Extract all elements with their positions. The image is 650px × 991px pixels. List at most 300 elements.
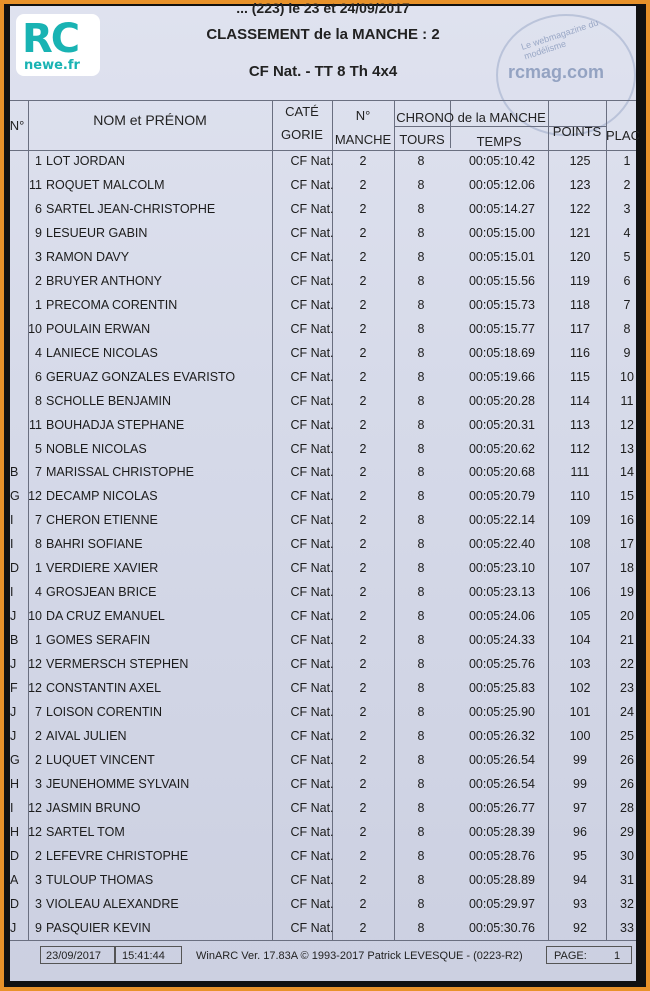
table-row <box>10 921 636 943</box>
row-driver-name: LESUEUR GABIN <box>46 225 148 240</box>
row-points: 125 <box>569 154 591 168</box>
row-time: 00:05:26.54 <box>468 753 536 767</box>
row-manche: 2 <box>359 345 367 360</box>
row-place: 9 <box>623 345 631 360</box>
row-points: 123 <box>569 177 591 192</box>
row-driver-name: BRUYER ANTHONY <box>46 273 162 288</box>
col-header-chrono: CHRONO de la MANCHE <box>396 110 546 125</box>
row-group-letter: F <box>10 681 18 696</box>
row-manche: 2 <box>359 848 367 863</box>
row-car-number: 11 <box>29 177 42 192</box>
table-row <box>10 633 636 655</box>
row-driver-name: VERDIERE XAVIER <box>46 561 159 576</box>
row-time: 00:05:10.42 <box>468 154 536 168</box>
row-tours: 8 <box>417 154 425 168</box>
row-place: 22 <box>620 657 634 672</box>
row-driver-name: BAHRI SOFIANE <box>46 537 143 552</box>
row-driver-name: BOUHADJA STEPHANE <box>46 417 185 432</box>
row-group-letter: D <box>10 896 20 911</box>
table-row <box>10 202 636 224</box>
category-subtitle: CF Nat. - TT 8 Th 4x4 <box>248 63 398 80</box>
row-group-letter: J <box>10 705 17 720</box>
row-driver-name: DECAMP NICOLAS <box>46 489 158 504</box>
row-time: 00:05:25.76 <box>468 657 536 672</box>
results-sheet <box>9 0 640 981</box>
row-manche: 2 <box>359 465 367 480</box>
table-row <box>10 418 636 440</box>
row-manche: 2 <box>359 681 367 696</box>
col-header-manche-2: MANCHE <box>334 132 392 147</box>
row-tours: 8 <box>417 393 425 408</box>
row-place: 30 <box>620 848 634 863</box>
row-car-number: 1 <box>35 297 42 312</box>
row-points: 113 <box>570 417 590 432</box>
row-group-letter: H <box>10 776 20 791</box>
row-time: 00:05:15.01 <box>468 249 536 264</box>
row-place: 18 <box>620 561 634 576</box>
rcnewe-logo <box>16 14 100 76</box>
row-category: CF Nat. <box>290 872 334 887</box>
row-points: 120 <box>569 249 591 264</box>
table-row <box>10 513 636 535</box>
row-tours: 8 <box>417 776 425 791</box>
table-row <box>10 609 636 631</box>
row-time: 00:05:26.54 <box>468 776 536 791</box>
row-driver-name: ROQUET MALCOLM <box>46 177 165 192</box>
col-header-temps: TEMPS <box>476 134 522 149</box>
table-row <box>10 873 636 895</box>
row-car-number: 4 <box>35 345 42 360</box>
row-manche: 2 <box>359 776 367 791</box>
row-time: 00:05:26.32 <box>468 729 536 744</box>
row-manche: 2 <box>359 729 367 744</box>
row-car-number: 12 <box>28 800 42 815</box>
row-tours: 8 <box>417 753 425 767</box>
row-driver-name: TULOUP THOMAS <box>46 872 154 887</box>
row-points: 99 <box>573 753 587 767</box>
row-category: CF Nat. <box>290 465 334 480</box>
row-tours: 8 <box>417 321 425 336</box>
table-row <box>10 394 636 416</box>
row-driver-name: LANIECE NICOLAS <box>46 345 158 360</box>
row-points: 100 <box>569 729 591 744</box>
row-driver-name: DA CRUZ EMANUEL <box>46 609 165 624</box>
row-category: CF Nat. <box>290 441 334 456</box>
table-row <box>10 777 636 799</box>
row-points: 97 <box>573 800 587 815</box>
row-tours: 8 <box>417 489 425 504</box>
table-row <box>10 705 636 727</box>
row-place: 4 <box>623 225 631 240</box>
row-points: 121 <box>569 225 591 240</box>
row-driver-name: RAMON DAVY <box>46 249 130 264</box>
row-driver-name: SARTEL TOM <box>46 824 125 839</box>
row-tours: 8 <box>417 681 425 696</box>
table-row <box>10 226 636 248</box>
row-category: CF Nat. <box>290 154 334 168</box>
row-time: 00:05:26.77 <box>468 800 536 815</box>
row-car-number: 1 <box>35 154 42 168</box>
col-header-cat-1: CATÉ <box>285 104 319 119</box>
row-driver-name: GROSJEAN BRICE <box>46 585 157 600</box>
row-place: 5 <box>623 249 631 264</box>
row-driver-name: NOBLE NICOLAS <box>46 441 147 456</box>
row-points: 117 <box>570 321 590 336</box>
table-row <box>10 897 636 919</box>
row-car-number: 2 <box>35 848 42 863</box>
row-car-number: 11 <box>29 417 42 432</box>
row-tours: 8 <box>417 848 425 863</box>
col-header-cat-2: GORIE <box>281 127 323 142</box>
row-manche: 2 <box>359 585 367 600</box>
row-place: 10 <box>620 369 634 384</box>
row-points: 103 <box>569 657 591 672</box>
row-place: 20 <box>620 609 634 624</box>
row-car-number: 10 <box>28 609 42 624</box>
logo-site: newe.fr <box>24 58 80 73</box>
row-points: 99 <box>573 776 587 791</box>
row-manche: 2 <box>359 513 367 528</box>
row-time: 00:05:14.27 <box>468 201 536 216</box>
row-points: 119 <box>570 273 590 288</box>
row-manche: 2 <box>359 393 367 408</box>
row-time: 00:05:23.13 <box>468 585 536 600</box>
row-driver-name: JASMIN BRUNO <box>46 800 141 815</box>
table-row <box>10 585 636 607</box>
row-tours: 8 <box>417 585 425 600</box>
row-points: 112 <box>570 441 590 456</box>
row-points: 107 <box>569 561 591 576</box>
row-time: 00:05:12.06 <box>468 177 536 192</box>
row-driver-name: POULAIN ERWAN <box>46 321 151 336</box>
table-row <box>10 298 636 320</box>
row-time: 00:05:28.89 <box>468 872 536 887</box>
row-time: 00:05:22.14 <box>468 513 536 528</box>
row-group-letter: J <box>10 729 17 744</box>
row-place: 16 <box>620 513 634 528</box>
row-group-letter: A <box>10 872 19 887</box>
row-place: 13 <box>620 441 634 456</box>
table-row <box>10 849 636 871</box>
table-row <box>10 753 636 775</box>
row-driver-name: LUQUET VINCENT <box>46 753 155 767</box>
row-category: CF Nat. <box>290 489 334 504</box>
row-manche: 2 <box>359 537 367 552</box>
row-tours: 8 <box>417 201 425 216</box>
col-header-tours: TOURS <box>399 132 445 147</box>
row-tours: 8 <box>417 800 425 815</box>
row-category: CF Nat. <box>290 705 334 720</box>
row-driver-name: LOISON CORENTIN <box>46 705 162 720</box>
row-group-letter: B <box>10 633 19 648</box>
row-manche: 2 <box>359 177 367 192</box>
row-car-number: 8 <box>35 393 42 408</box>
row-car-number: 5 <box>35 441 42 456</box>
row-place: 17 <box>620 537 634 552</box>
row-time: 00:05:25.83 <box>468 681 536 696</box>
table-row <box>10 250 636 272</box>
row-place: 29 <box>620 824 634 839</box>
row-place: 33 <box>620 920 634 935</box>
row-category: CF Nat. <box>290 848 334 863</box>
row-car-number: 12 <box>28 681 42 696</box>
row-time: 00:05:23.10 <box>468 561 536 576</box>
row-place: 32 <box>620 896 634 911</box>
row-time: 00:05:15.77 <box>468 321 536 336</box>
row-tours: 8 <box>417 249 425 264</box>
footer-page-label: PAGE: <box>554 950 587 962</box>
row-driver-name: AIVAL JULIEN <box>46 729 127 744</box>
row-driver-name: CHERON ETIENNE <box>46 513 158 528</box>
row-place: 3 <box>623 201 631 216</box>
row-tours: 8 <box>417 537 425 552</box>
row-points: 115 <box>570 369 590 384</box>
row-category: CF Nat. <box>290 824 334 839</box>
event-line: ... (223) le 23 et 24/09/2017 <box>236 0 410 16</box>
row-manche: 2 <box>359 321 367 336</box>
row-tours: 8 <box>417 609 425 624</box>
footer-date: 23/09/2017 <box>46 950 102 962</box>
row-car-number: 7 <box>35 705 42 720</box>
row-points: 116 <box>570 345 590 360</box>
row-manche: 2 <box>359 489 367 504</box>
row-tours: 8 <box>417 896 425 911</box>
row-tours: 8 <box>417 824 425 839</box>
row-manche: 2 <box>359 657 367 672</box>
row-points: 106 <box>569 585 591 600</box>
row-tours: 8 <box>417 872 425 887</box>
row-time: 00:05:24.33 <box>468 633 536 648</box>
row-time: 00:05:28.76 <box>468 848 536 863</box>
row-car-number: 6 <box>35 369 42 384</box>
row-time: 00:05:24.06 <box>468 609 536 624</box>
row-category: CF Nat. <box>290 369 334 384</box>
row-manche: 2 <box>359 705 367 720</box>
row-car-number: 3 <box>35 776 42 791</box>
row-place: 25 <box>620 729 634 744</box>
row-manche: 2 <box>359 872 367 887</box>
row-car-number: 7 <box>35 465 42 480</box>
row-manche: 2 <box>359 896 367 911</box>
row-time: 00:05:20.62 <box>468 441 536 456</box>
row-driver-name: PRECOMA CORENTIN <box>46 297 178 312</box>
row-points: 92 <box>573 920 587 935</box>
row-place: 24 <box>620 705 634 720</box>
table-row <box>10 537 636 559</box>
row-place: 23 <box>620 681 634 696</box>
row-place: 7 <box>623 297 631 312</box>
row-points: 101 <box>569 705 591 720</box>
row-car-number: 3 <box>35 896 42 911</box>
row-car-number: 6 <box>35 201 42 216</box>
row-category: CF Nat. <box>290 920 334 935</box>
row-place: 2 <box>623 177 631 192</box>
table-row <box>10 561 636 583</box>
row-tours: 8 <box>417 657 425 672</box>
row-group-letter: I <box>10 585 14 600</box>
table-row <box>10 322 636 344</box>
row-tours: 8 <box>417 297 425 312</box>
row-tours: 8 <box>417 561 425 576</box>
row-place: 6 <box>623 273 631 288</box>
row-car-number: 3 <box>35 872 42 887</box>
table-row <box>10 346 636 368</box>
row-time: 00:05:20.28 <box>468 393 536 408</box>
row-group-letter: J <box>10 609 17 624</box>
row-tours: 8 <box>417 417 425 432</box>
row-category: CF Nat. <box>290 513 334 528</box>
row-car-number: 7 <box>35 513 42 528</box>
row-category: CF Nat. <box>290 321 334 336</box>
row-points: 109 <box>569 513 591 528</box>
row-manche: 2 <box>359 273 367 288</box>
row-place: 15 <box>620 489 634 504</box>
row-category: CF Nat. <box>290 273 334 288</box>
row-time: 00:05:15.00 <box>468 225 536 240</box>
row-driver-name: LEFEVRE CHRISTOPHE <box>46 848 189 863</box>
row-points: 96 <box>573 824 587 839</box>
row-manche: 2 <box>359 920 367 935</box>
row-place: 28 <box>620 800 634 815</box>
row-category: CF Nat. <box>290 729 334 744</box>
row-place: 14 <box>620 465 634 480</box>
row-category: CF Nat. <box>290 201 334 216</box>
row-points: 95 <box>573 848 587 863</box>
row-car-number: 4 <box>35 585 42 600</box>
row-driver-name: CONSTANTIN AXEL <box>46 681 162 696</box>
row-group-letter: H <box>10 824 20 839</box>
row-manche: 2 <box>359 800 367 815</box>
row-manche: 2 <box>359 201 367 216</box>
col-header-place: PLAC <box>606 128 640 143</box>
table-row <box>10 274 636 296</box>
row-tours: 8 <box>417 465 425 480</box>
row-group-letter: G <box>10 753 20 767</box>
row-place: 26 <box>620 776 634 791</box>
row-car-number: 9 <box>35 920 42 935</box>
row-driver-name: VERMERSCH STEPHEN <box>46 657 189 672</box>
header-bottom-border <box>10 150 636 151</box>
row-tours: 8 <box>417 345 425 360</box>
row-group-letter: D <box>10 561 20 576</box>
watermark-rcmag: rcmag.com <box>508 62 605 82</box>
row-driver-name: LOT JORDAN <box>46 154 125 168</box>
row-category: CF Nat. <box>290 417 334 432</box>
row-category: CF Nat. <box>290 225 334 240</box>
row-car-number: 2 <box>35 273 42 288</box>
row-time: 00:05:20.68 <box>468 465 536 480</box>
row-points: 94 <box>573 872 587 887</box>
row-category: CF Nat. <box>290 345 334 360</box>
row-manche: 2 <box>359 609 367 624</box>
row-car-number: 2 <box>35 753 42 767</box>
row-car-number: 12 <box>28 489 42 504</box>
table-top-border <box>10 100 636 101</box>
row-car-number: 8 <box>35 537 42 552</box>
row-driver-name: SCHOLLE BENJAMIN <box>46 393 172 408</box>
row-place: 11 <box>620 393 634 408</box>
table-row <box>10 489 636 511</box>
row-driver-name: JEUNEHOMME SYLVAIN <box>46 776 190 791</box>
row-category: CF Nat. <box>290 393 334 408</box>
row-group-letter: G <box>10 489 20 504</box>
row-manche: 2 <box>359 154 367 168</box>
table-row <box>10 370 636 392</box>
row-tours: 8 <box>417 705 425 720</box>
row-car-number: 10 <box>28 321 42 336</box>
row-tours: 8 <box>417 177 425 192</box>
row-tours: 8 <box>417 920 425 935</box>
row-driver-name: GERUAZ GONZALES EVARISTO <box>46 369 236 384</box>
row-points: 102 <box>569 681 591 696</box>
row-place: 26 <box>620 753 634 767</box>
row-car-number: 12 <box>28 824 42 839</box>
row-car-number: 3 <box>35 249 42 264</box>
table-row <box>10 681 636 703</box>
watermark-ring-text: Le webmagazine du modélisme <box>519 17 600 62</box>
row-category: CF Nat. <box>290 633 334 648</box>
row-time: 00:05:20.31 <box>468 417 536 432</box>
row-tours: 8 <box>417 369 425 384</box>
row-place: 8 <box>623 321 631 336</box>
row-time: 00:05:28.39 <box>468 824 536 839</box>
row-category: CF Nat. <box>290 297 334 312</box>
row-car-number: 9 <box>35 225 42 240</box>
row-manche: 2 <box>359 441 367 456</box>
row-manche: 2 <box>359 561 367 576</box>
row-group-letter: I <box>10 537 14 552</box>
row-points: 93 <box>573 896 587 911</box>
row-category: CF Nat. <box>290 609 334 624</box>
row-place: 12 <box>620 417 634 432</box>
col-header-points: POINTS <box>552 124 602 139</box>
page-title: CLASSEMENT de la MANCHE : 2 <box>206 26 440 43</box>
col-header-name: NOM et PRÉNOM <box>93 112 207 128</box>
row-car-number: 12 <box>28 657 42 672</box>
row-tours: 8 <box>417 513 425 528</box>
row-points: 104 <box>569 633 591 648</box>
row-tours: 8 <box>417 273 425 288</box>
row-car-number: 2 <box>35 729 42 744</box>
table-row <box>10 657 636 679</box>
row-category: CF Nat. <box>290 657 334 672</box>
row-points: 114 <box>570 393 590 408</box>
table-row <box>10 825 636 847</box>
row-car-number: 1 <box>35 633 42 648</box>
print-footer <box>40 942 630 968</box>
row-car-number: 1 <box>35 561 42 576</box>
row-time: 00:05:25.90 <box>468 705 536 720</box>
footer-software: WinARC Ver. 17.83A © 1993-2017 Patrick LEVESQUE - (0223-R2) <box>196 950 523 962</box>
row-group-letter: I <box>10 513 14 528</box>
row-manche: 2 <box>359 417 367 432</box>
row-tours: 8 <box>417 441 425 456</box>
row-manche: 2 <box>359 249 367 264</box>
table-row <box>10 465 636 487</box>
row-tours: 8 <box>417 633 425 648</box>
footer-page-value: 1 <box>614 950 621 962</box>
row-place: 21 <box>620 633 634 648</box>
table-row <box>10 729 636 751</box>
col-header-n: N° <box>9 118 25 133</box>
row-group-letter: D <box>10 848 20 863</box>
row-points: 118 <box>570 297 590 312</box>
row-driver-name: GOMES SERAFIN <box>46 633 151 648</box>
row-place: 19 <box>620 585 634 600</box>
row-time: 00:05:18.69 <box>468 345 536 360</box>
row-group-letter: J <box>10 657 17 672</box>
row-place: 1 <box>623 154 631 168</box>
